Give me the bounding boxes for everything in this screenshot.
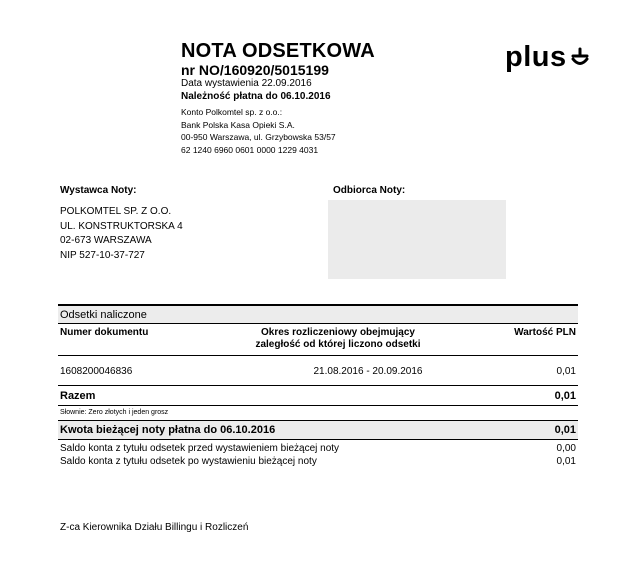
page-title: NOTA ODSETKOWA [181, 40, 375, 62]
header-period-line: zaległość od której liczono odsetki [255, 339, 421, 350]
balance-label: Saldo konta z tytułu odsetek przed wystawieniem bieżącej noty [60, 443, 340, 454]
due-amount-label: Kwota bieżącej noty płatna do 06.10.2016 [60, 424, 276, 436]
bank-line: 00-950 Warszawa, ul. Grzybowska 53/57 [181, 132, 336, 142]
value: 0,01 [556, 366, 576, 377]
balance-row [58, 440, 578, 455]
balance-row [58, 455, 578, 468]
bank-account-info [181, 106, 461, 156]
issuer-address [60, 205, 183, 263]
plus-logo [505, 40, 605, 74]
issuer-label: Wystawca Noty: [60, 185, 137, 196]
balance-list [58, 440, 578, 468]
balance-label: Saldo konta z tytułu odsetek po wystawieniu bieżącej noty [60, 456, 317, 467]
header-value: Wartość PLN [514, 327, 576, 338]
header-document: Numer dokumentu [60, 327, 149, 338]
issuer-street: UL. KONSTRUKTORSKA 4 [60, 220, 183, 232]
amount-in-words: Słownie: Zero złotych i jeden grosz [60, 409, 169, 416]
period: 21.08.2016 - 20.09.2016 [313, 366, 423, 377]
signature-line: Z-ca Kierownika Działu Billingu i Rozliczeń [60, 522, 249, 533]
issue-date: Data wystawienia 22.09.2016 [181, 78, 312, 89]
total-value: 0,01 [554, 390, 576, 402]
logo-text: plus [505, 41, 567, 73]
issuer-city: 02-673 WARSZAWA [60, 235, 152, 246]
note-number: nr NO/160920/5015199 [181, 62, 329, 78]
header-period [210, 327, 466, 351]
balance-value: 0,01 [556, 456, 576, 467]
balance-value: 0,00 [556, 443, 576, 454]
bank-account-number: 62 1240 6960 0601 0000 1229 4031 [181, 144, 319, 155]
due-amount-row [58, 421, 578, 439]
issuer-name: POLKOMTEL SP. Z O.O. [60, 206, 172, 217]
section-title: Odsetki naliczone [58, 306, 578, 323]
plus-logo-mark-icon [569, 46, 591, 68]
recipient-redacted-box [328, 200, 506, 279]
total-label: Razem [60, 390, 96, 402]
bank-line: Bank Polska Kasa Opieki S.A. [181, 119, 295, 130]
note-header [181, 40, 461, 156]
recipient-label: Odbiorca Noty: [333, 185, 406, 196]
table-row [58, 356, 578, 385]
document-number: 1608200046836 [60, 366, 133, 377]
bank-line: Konto Polkomtel sp. z o.o.: [181, 107, 283, 117]
total-row [58, 386, 578, 405]
payment-due-date: Należność płatna do 06.10.2016 [181, 91, 331, 102]
header-period-line: Okres rozliczeniowy obejmujący [261, 327, 415, 338]
due-amount-value: 0,01 [554, 424, 576, 436]
issuer-tax-id: NIP 527-10-37-727 [60, 249, 145, 261]
table-header [58, 324, 578, 355]
interest-table [58, 304, 578, 468]
